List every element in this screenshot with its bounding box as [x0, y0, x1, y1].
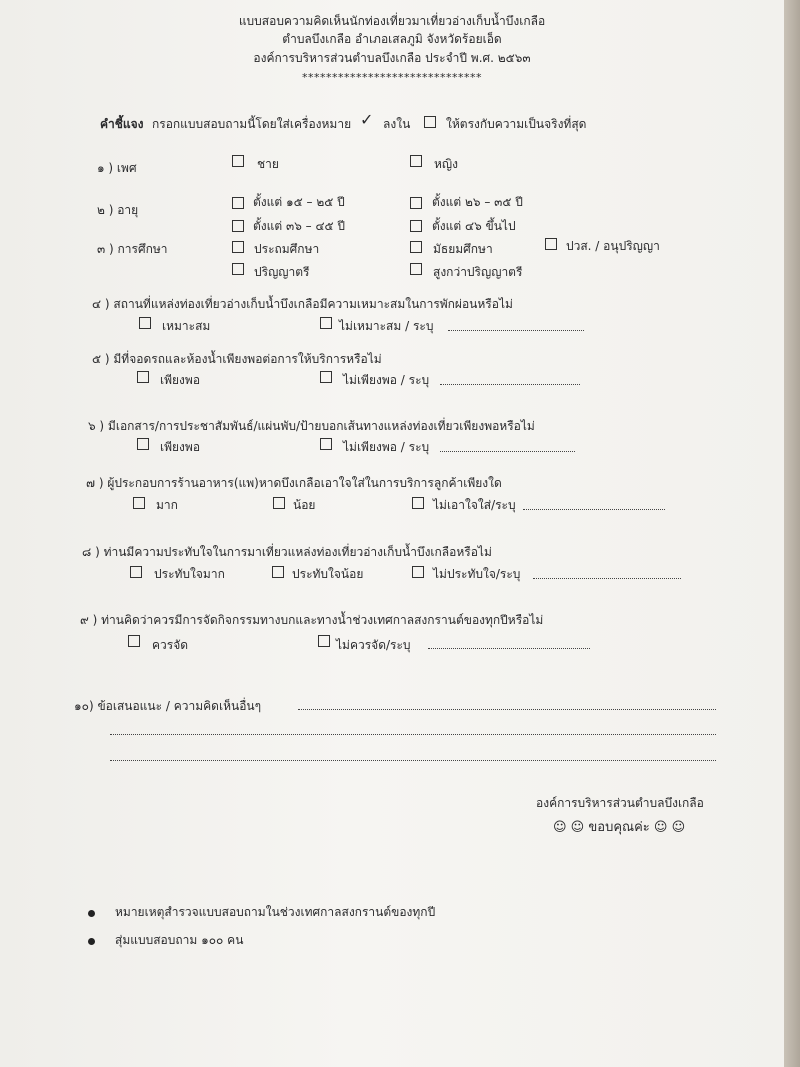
q10-answer-line-2[interactable]: [110, 734, 716, 735]
q7-little-label: น้อย: [293, 498, 316, 512]
table-surface: [784, 0, 800, 1067]
q6-specify-line[interactable]: [440, 451, 575, 452]
q2-age-15-25-checkbox[interactable]: [232, 197, 244, 209]
q6-insufficient-label: ไม่เพียงพอ / ระบุ: [343, 440, 430, 454]
footer-thanks: ☺ ☺ ขอบคุณค่ะ ☺ ☺: [553, 820, 686, 835]
q3-primary-label: ประถมศึกษา: [254, 242, 320, 256]
survey-location: ตำบลบึงเกลือ อำเภอเสลภูมิ จังหวัดร้อยเอ็ด: [282, 32, 502, 46]
q8-very-impressed-label: ประทับใจมาก: [154, 567, 225, 581]
q3-secondary-label: มัธยมศึกษา: [433, 242, 493, 256]
q1-male-checkbox[interactable]: [232, 155, 244, 167]
survey-title: แบบสอบความคิดเห็นนักท่องเที่ยวมาเที่ยวอ่างเก็บน้ำบึงเกลือ: [238, 14, 546, 28]
q4-suitable-checkbox[interactable]: [139, 317, 151, 329]
q9-should-checkbox[interactable]: [128, 635, 140, 647]
q8-label: ๘ ) ท่านมีความประทับใจในการมาเที่ยวแหล่งท่องเที่ยวอ่างเก็บน้ำบึงเกลือหรือไม่: [82, 545, 492, 559]
q4-specify-line[interactable]: [448, 330, 584, 331]
q9-should-not-label: ไม่ควรจัด/ระบุ: [336, 638, 411, 652]
q9-should-label: ควรจัด: [152, 638, 189, 652]
instruction-text-in: ลงใน: [383, 117, 411, 131]
q8-not-impressed-label: ไม่ประทับใจ/ระบุ: [433, 567, 521, 581]
q9-specify-line[interactable]: [428, 648, 590, 649]
instruction-text: กรอกแบบสอบถามนี้โดยใส่เครื่องหมาย: [152, 117, 352, 131]
q7-label: ๗ ) ผู้ประกอบการร้านอาหาร(แพ)หาดบึงเกลือเอาใจใส่ในการบริการลูกค้าเพียงใด: [86, 476, 502, 490]
q2-age-15-25-label: ตั้งแต่ ๑๕ – ๒๕ ปี: [253, 195, 345, 209]
q1-female-label: หญิง: [434, 157, 458, 171]
q8-little-impressed-label: ประทับใจน้อย: [292, 567, 364, 581]
q8-not-impressed-checkbox[interactable]: [412, 566, 424, 578]
q5-sufficient-checkbox[interactable]: [137, 371, 149, 383]
q3-postgrad-checkbox[interactable]: [410, 263, 422, 275]
q7-much-label: มาก: [156, 498, 178, 512]
checkmark-icon: ✓: [360, 110, 374, 129]
q2-age-26-35-label: ตั้งแต่ ๒๖ – ๓๕ ปี: [432, 195, 523, 209]
q5-label: ๕ ) มีที่จอดรถและห้องน้ำเพียงพอต่อการให้บริการหรือไม่: [92, 352, 382, 366]
q4-suitable-label: เหมาะสม: [162, 319, 211, 333]
header-divider: ******************************: [302, 71, 482, 84]
q4-unsuitable-label: ไม่เหมาะสม / ระบุ: [339, 319, 434, 333]
q3-bachelor-label: ปริญญาตรี: [254, 265, 310, 279]
q2-label: ๒ ) อายุ: [97, 203, 139, 217]
q3-label: ๓ ) การศึกษา: [97, 242, 168, 256]
q7-careless-label: ไม่เอาใจใส่/ระบุ: [433, 498, 516, 512]
q7-careless-checkbox[interactable]: [412, 497, 424, 509]
instruction-label: คำชี้แจง: [100, 117, 144, 131]
note-bullet-2: [88, 938, 95, 945]
q7-little-checkbox[interactable]: [273, 497, 285, 509]
note-1: หมายเหตุสำรวจแบบสอบถามในช่วงเทศกาลสงกรานต์ของทุกปี: [115, 905, 436, 919]
q1-female-checkbox[interactable]: [410, 155, 422, 167]
q4-label: ๔ ) สถานที่แหล่งท่องเที่ยวอ่างเก็บน้ำบึงเกลือมีความเหมาะสมในการพักผ่อนหรือไม่: [92, 297, 513, 311]
q3-bachelor-checkbox[interactable]: [232, 263, 244, 275]
q7-specify-line[interactable]: [523, 509, 665, 510]
q10-label: ๑๐) ข้อเสนอแนะ / ความคิดเห็นอื่นๆ: [74, 699, 262, 713]
note-bullet-1: [88, 910, 95, 917]
q2-age-46-plus-label: ตั้งแต่ ๔๖ ขึ้นไป: [432, 219, 516, 233]
q6-sufficient-label: เพียงพอ: [160, 440, 201, 454]
q2-age-36-45-checkbox[interactable]: [232, 220, 244, 232]
q6-insufficient-checkbox[interactable]: [320, 438, 332, 450]
q2-age-26-35-checkbox[interactable]: [410, 197, 422, 209]
q2-age-36-45-label: ตั้งแต่ ๓๖ – ๔๕ ปี: [253, 219, 346, 233]
q8-little-impressed-checkbox[interactable]: [272, 566, 284, 578]
q6-label: ๖ ) มีเอกสาร/การประชาสัมพันธ์/แผ่นพับ/ป้ายบอกเส้นทางแหล่งท่องเที่ยวเพียงพอหรือไม่: [88, 419, 535, 433]
q4-unsuitable-checkbox[interactable]: [320, 317, 332, 329]
q5-specify-line[interactable]: [440, 384, 580, 385]
footer-organization: องค์การบริหารส่วนตำบลบึงเกลือ: [536, 796, 704, 810]
q9-should-not-checkbox[interactable]: [318, 635, 330, 647]
q3-primary-checkbox[interactable]: [232, 241, 244, 253]
q5-insufficient-label: ไม่เพียงพอ / ระบุ: [343, 373, 430, 387]
q1-label: ๑ ) เพศ: [97, 161, 137, 175]
q8-specify-line[interactable]: [533, 578, 681, 579]
q2-age-46-plus-checkbox[interactable]: [410, 220, 422, 232]
instruction-text-truth: ให้ตรงกับความเป็นจริงที่สุด: [446, 117, 587, 131]
q8-very-impressed-checkbox[interactable]: [130, 566, 142, 578]
survey-organization: องค์การบริหารส่วนตำบลบึงเกลือ ประจำปี พ.ศ. ๒๕๖๓: [253, 51, 531, 65]
note-2: สุ่มแบบสอบถาม ๑๐๐ คน: [115, 933, 244, 947]
q5-insufficient-checkbox[interactable]: [320, 371, 332, 383]
q10-answer-line-1[interactable]: [298, 709, 716, 710]
q3-diploma-label: ปวส. / อนุปริญญา: [566, 239, 660, 253]
q6-sufficient-checkbox[interactable]: [137, 438, 149, 450]
instruction-checkbox-sample: [424, 116, 436, 128]
q9-label: ๙ ) ท่านคิดว่าควรมีการจัดกิจกรรมทางบกและทางน้ำช่วงเทศกาลสงกรานต์ของทุกปีหรือไม่: [80, 613, 544, 627]
q3-secondary-checkbox[interactable]: [410, 241, 422, 253]
q3-diploma-checkbox[interactable]: [545, 238, 557, 250]
q5-sufficient-label: เพียงพอ: [160, 373, 201, 387]
q1-male-label: ชาย: [257, 157, 279, 171]
q3-postgrad-label: สูงกว่าปริญญาตรี: [433, 265, 523, 279]
q7-much-checkbox[interactable]: [133, 497, 145, 509]
q10-answer-line-3[interactable]: [110, 760, 716, 761]
